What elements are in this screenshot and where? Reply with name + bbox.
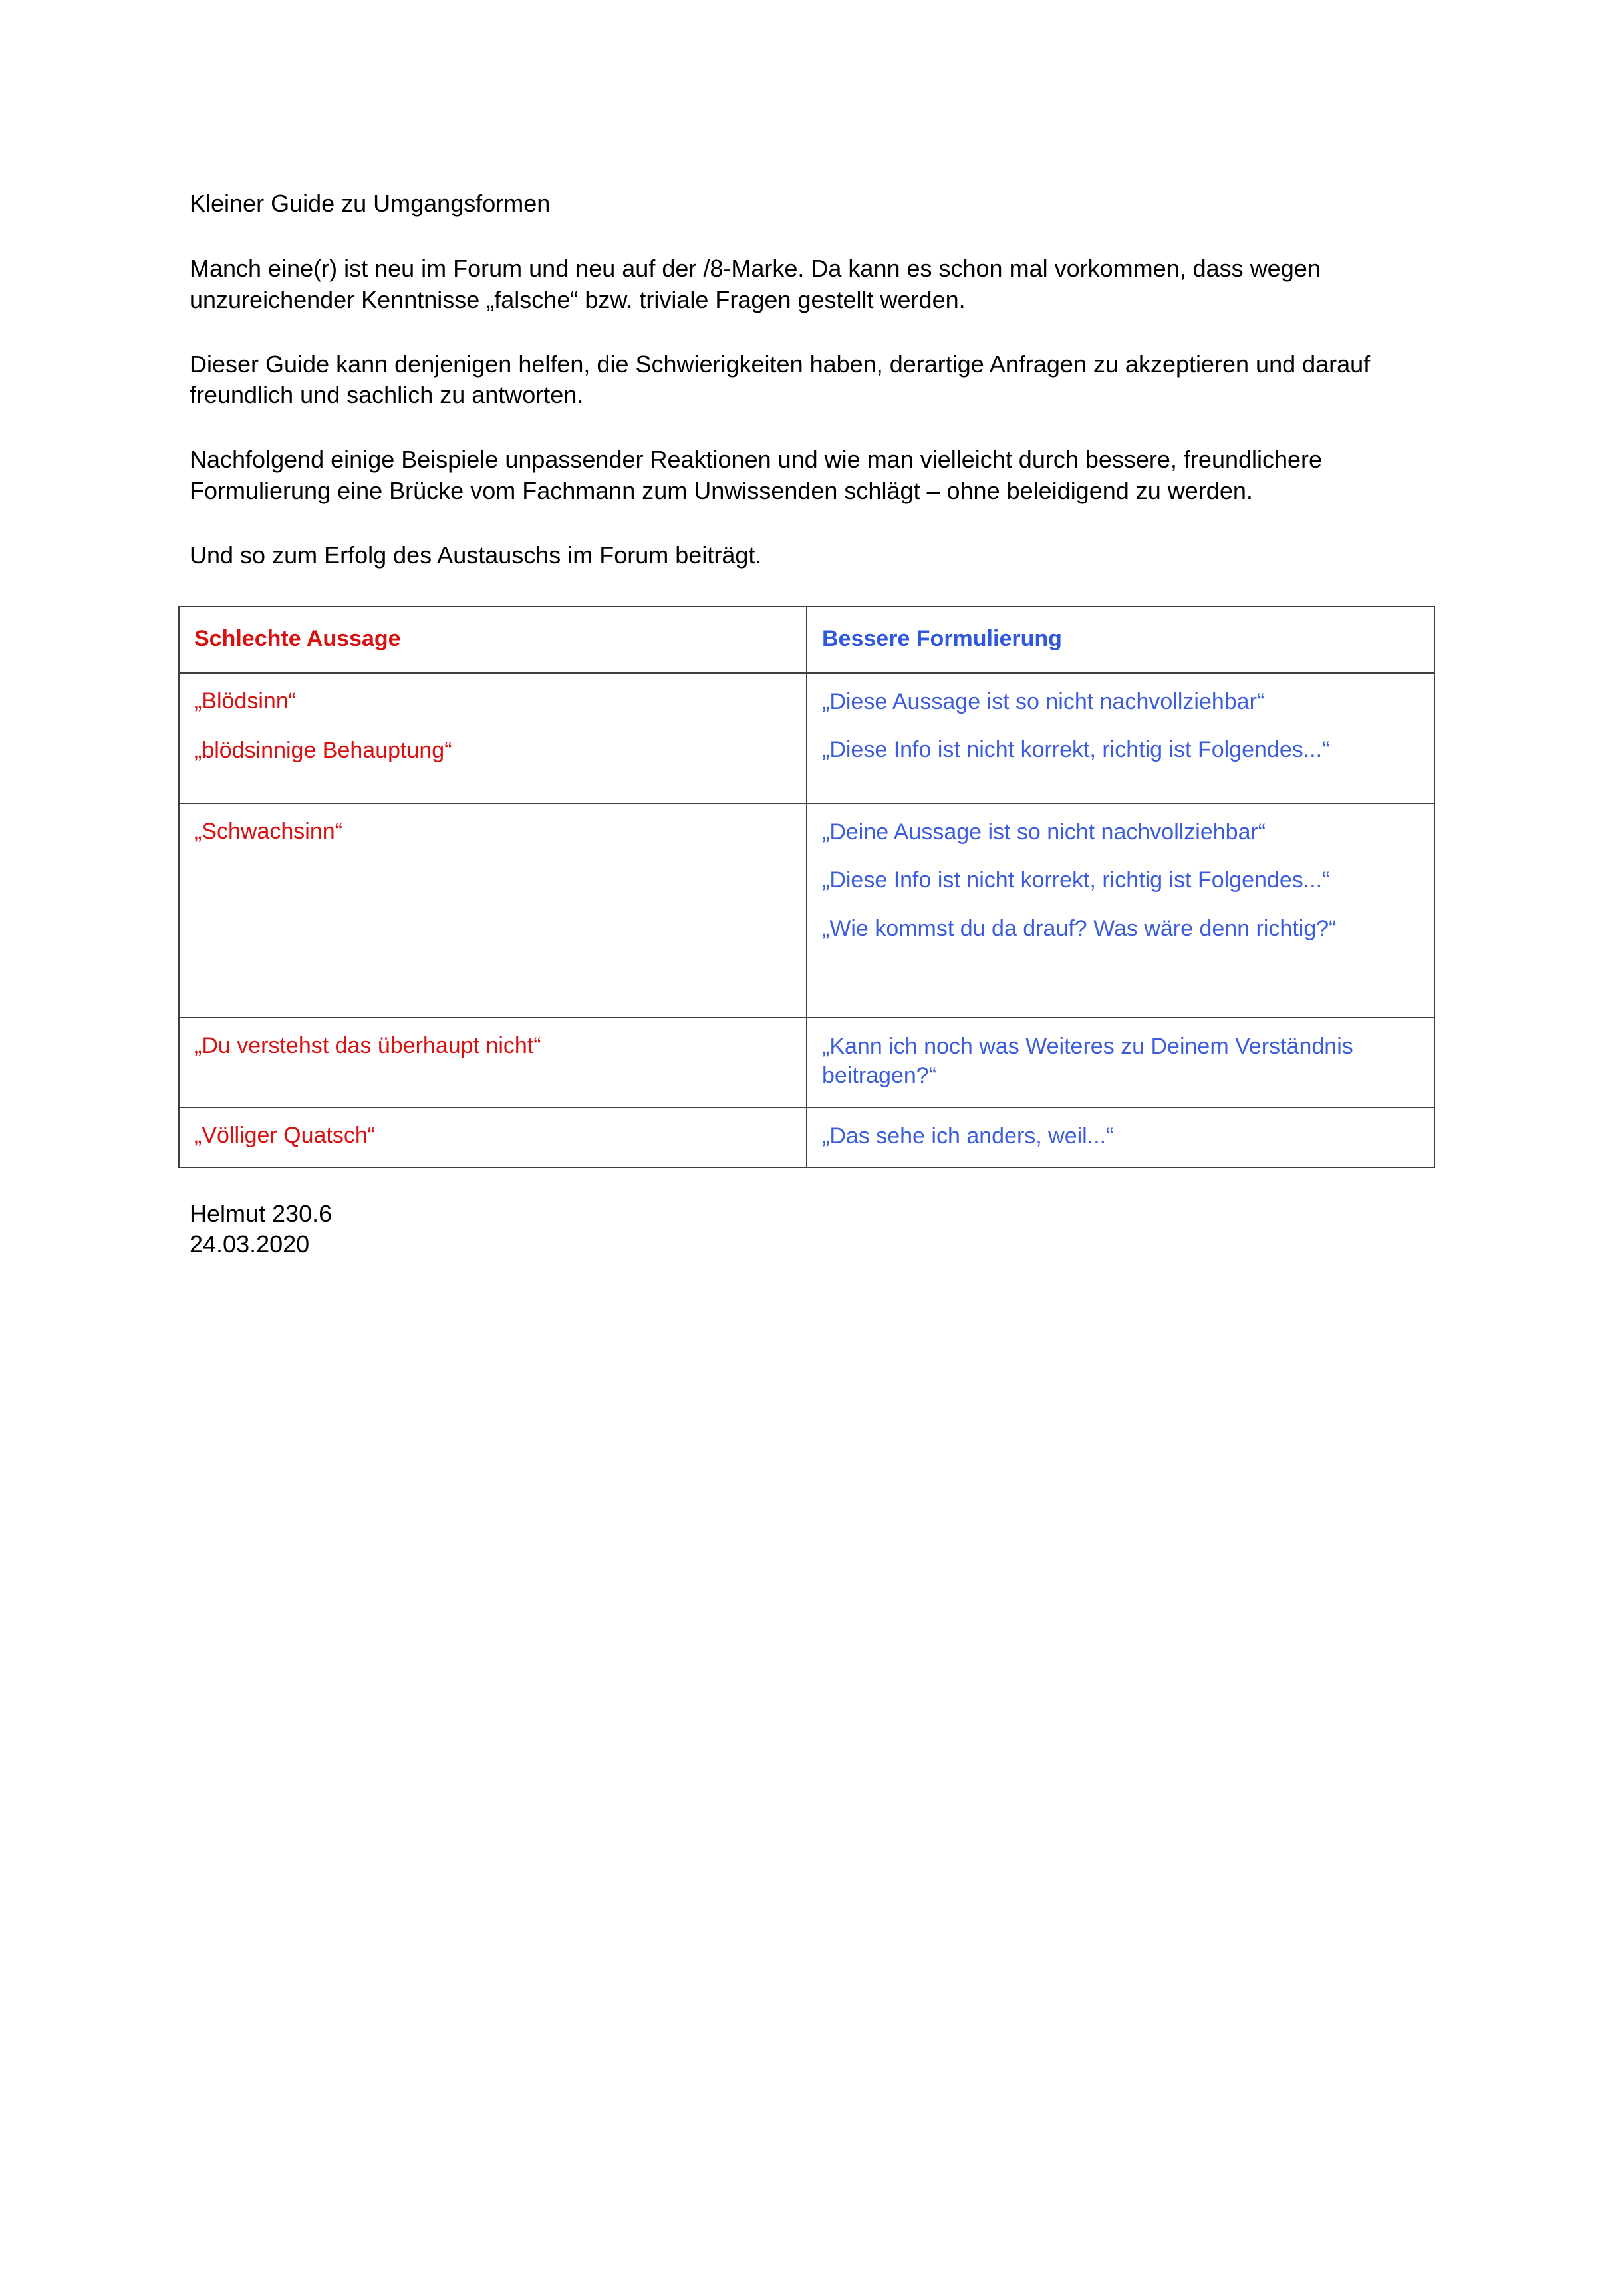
better-phrase: „Diese Info ist nicht korrekt, richtig ist Folgendes...“ xyxy=(822,737,1330,763)
paragraph-intro: Manch eine(r) ist neu im Forum und neu auf der /8-Marke. Da kann es schon mal vorkommen, dass wegen unzureichender Kenntnisse „falsche“ bzw. triviale Fragen gestellt werden. xyxy=(190,255,1327,313)
cell-bad-statement xyxy=(179,803,807,1018)
better-phrase: „Diese Aussage ist so nicht nachvollziehbar“ xyxy=(822,689,1265,715)
table-row xyxy=(179,1018,1434,1107)
bad-phrase: „Schwachsinn“ xyxy=(194,819,342,845)
better-phrase: „Das sehe ich anders, weil...“ xyxy=(822,1123,1114,1149)
bad-phrase: „Du verstehst das überhaupt nicht“ xyxy=(194,1033,541,1059)
cell-better-phrasing xyxy=(807,673,1434,803)
bad-phrase: „blödsinnige Behauptung“ xyxy=(194,737,452,763)
better-phrase: „Wie kommst du da drauf? Was wäre denn richtig?“ xyxy=(822,915,1337,941)
column-header-bad-statement: Schlechte Aussage xyxy=(194,625,401,651)
document-content xyxy=(190,188,1440,1260)
table-header-cell-good xyxy=(807,607,1434,674)
cell-better-phrasing xyxy=(807,803,1434,1018)
bad-phrase: „Blödsinn“ xyxy=(194,688,297,714)
phrasing-comparison-table xyxy=(178,606,1435,1168)
table-header-row xyxy=(179,607,1434,674)
cell-bad-statement xyxy=(179,1107,807,1167)
bad-phrase: „Völliger Quatsch“ xyxy=(194,1122,376,1148)
cell-bad-statement xyxy=(179,1018,807,1107)
page-title: Kleiner Guide zu Umgangsformen xyxy=(190,190,551,217)
paragraph-conclusion: Und so zum Erfolg des Austauschs im Forum beiträgt. xyxy=(190,541,762,569)
better-phrase: „Kann ich noch was Weiteres zu Deinem Verständnis beitragen?“ xyxy=(822,1034,1353,1089)
better-phrase: „Deine Aussage ist so nicht nachvollziehbar“ xyxy=(822,819,1266,845)
paragraph-examples-lead: Nachfolgend einige Beispiele unpassender Reaktionen und wie man vielleicht durch bessere, freundlichere Formulierung eine Brücke vom Fachmann zum Unwissenden schlägt – ohne beleidigend zu werden. xyxy=(190,446,1329,505)
signature-date: 24.03.2020 xyxy=(190,1230,310,1258)
better-phrase: „Diese Info ist nicht korrekt, richtig ist Folgendes...“ xyxy=(822,867,1330,893)
table-header-cell-bad xyxy=(179,607,807,674)
table-row xyxy=(179,1107,1434,1167)
cell-better-phrasing xyxy=(807,1018,1434,1107)
table-row xyxy=(179,673,1434,803)
cell-better-phrasing xyxy=(807,1107,1434,1167)
signature-author: Helmut 230.6 xyxy=(190,1199,333,1227)
cell-bad-statement xyxy=(179,673,807,803)
column-header-better-phrasing: Bessere Formulierung xyxy=(822,625,1062,651)
table-row xyxy=(179,803,1434,1018)
signature-block xyxy=(190,1199,1440,1260)
paragraph-purpose: Dieser Guide kann denjenigen helfen, die Schwierigkeiten haben, derartige Anfragen zu akzeptieren und darauf freundlich und sachlich zu antworten. xyxy=(190,350,1384,409)
